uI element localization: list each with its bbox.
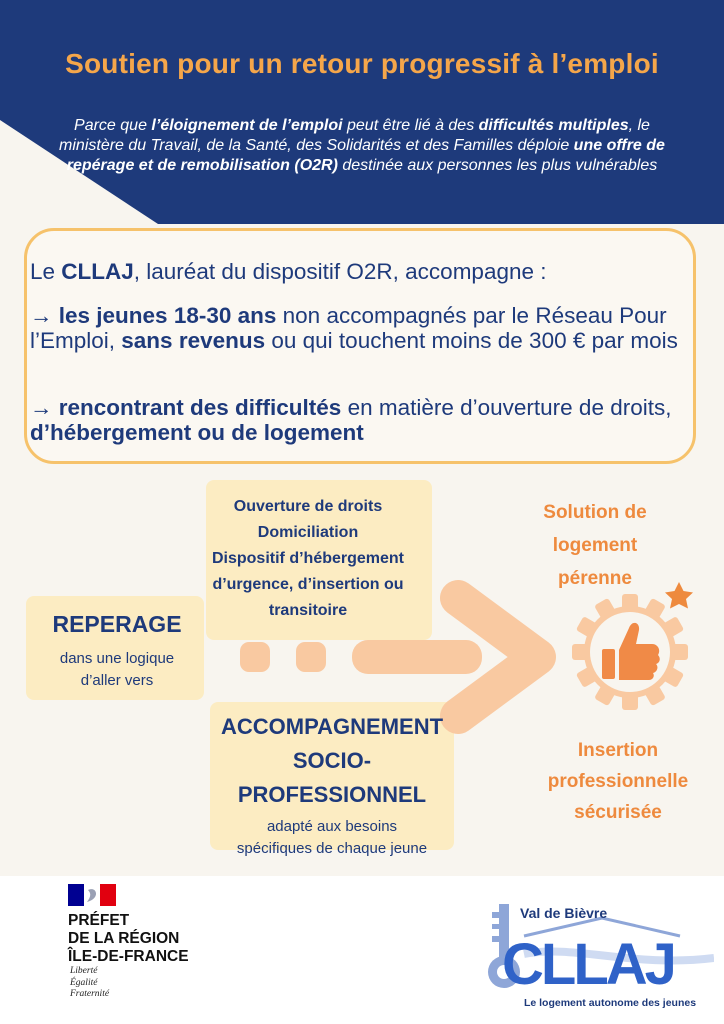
rights-item: Domiciliation <box>257 524 359 541</box>
accompagnement-subtitle: adapté aux besoins spécifiques de chaque jeune <box>236 818 428 857</box>
header-background <box>0 0 724 230</box>
star-icon <box>665 582 693 609</box>
accompagnement-title: ACCOMPAGNEMENT SOCIO- PROFESSIONNEL <box>220 714 444 807</box>
rights-item: Ouverture de droits <box>233 498 383 515</box>
rights-item: transitoire <box>268 602 348 619</box>
info-bullet-difficulties: → rencontrant des difficultés en matière d’ouverture de droits, d’hébergement ou de logement <box>30 395 672 445</box>
page-title: Soutien pour un retour progressif à l’emploi <box>65 48 659 79</box>
prefecture-motto: Liberté Égalité Fraternité <box>70 966 110 999</box>
intro-text: Parce que l’éloignement de l’emploi peut être lié à des difficultés multiples, le ministère du Travail, de la Santé, des Solidarités et des Familles déploie une offre de repérage et de remobilisation (O2R) destinée aux personnes les plus vulnérables <box>59 117 665 174</box>
rights-list <box>192 494 424 624</box>
prefecture-name: PRÉFET DE LA RÉGION ÎLE-DE-FRANCE <box>68 912 189 965</box>
reperage-title: REPERAGE <box>52 611 182 637</box>
info-bullet-youth: → les jeunes 18-30 ans non accompagnés par le Réseau Pour l’Emploi, sans revenus ou qui touchent moins de 300 € par mois <box>30 303 678 353</box>
cllaj-logo-letters: CLLAJ <box>502 932 674 997</box>
rights-item: d’urgence, d’insertion ou <box>212 576 404 593</box>
marianne-logo <box>68 884 116 906</box>
outcome-employment: Insertion professionnelle sécurisée <box>547 740 689 823</box>
dot-2 <box>296 642 326 672</box>
thumbs-up-gear-icon <box>572 594 688 710</box>
cllaj-subtitle: Val de Bièvre <box>520 905 608 921</box>
dot-1 <box>240 642 270 672</box>
reperage-subtitle: dans une logique d’aller vers <box>59 650 175 689</box>
cllaj-tagline: Le logement autonome des jeunes <box>523 997 697 1009</box>
rights-item: Dispositif d’hébergement <box>211 550 405 567</box>
info-intro-line: Le CLLAJ, lauréat du dispositif O2R, accompagne : <box>30 259 547 284</box>
outcome-housing: Solution de logement pérenne <box>543 502 647 589</box>
